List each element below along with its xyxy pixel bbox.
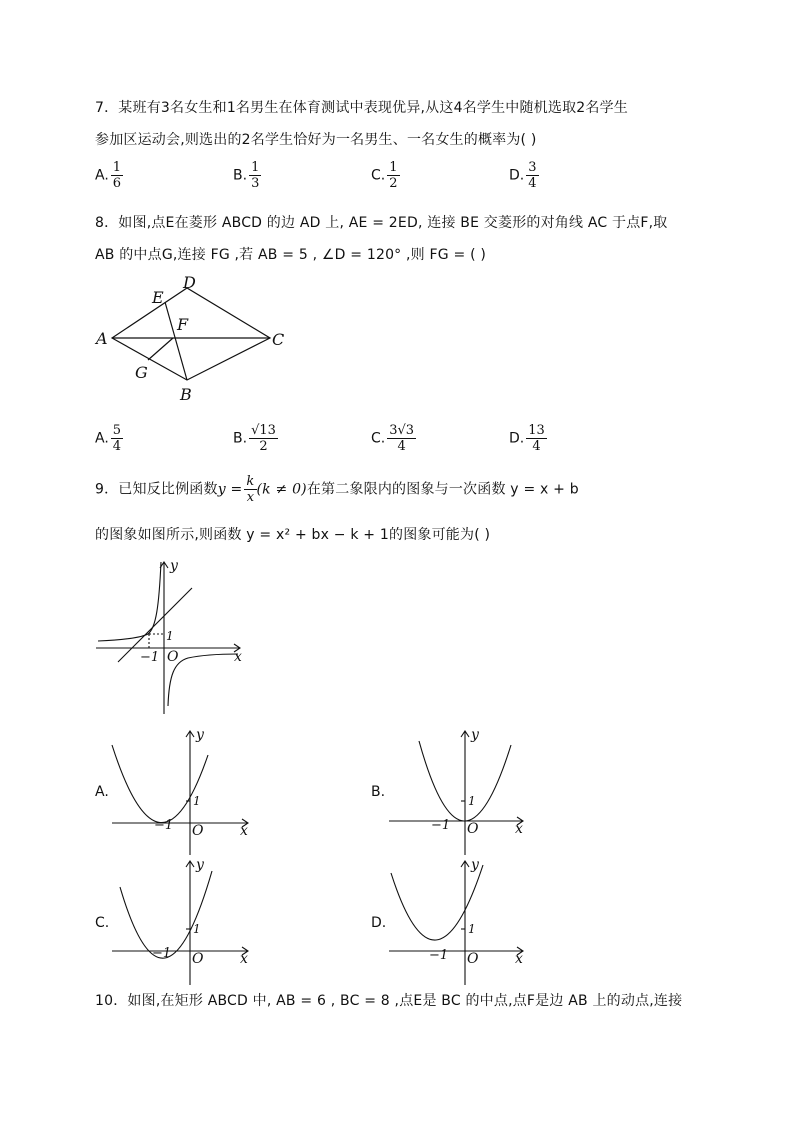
label-minus-one: −1 (431, 818, 451, 833)
q9-option-d-graph (385, 857, 535, 987)
option-letter: C. (371, 167, 386, 184)
label-minus-one: −1 (152, 946, 172, 961)
label-d: D (183, 273, 196, 292)
parabola (112, 745, 208, 823)
q9-prefix: 9．已知反比例函数 (95, 481, 218, 498)
label-minus-one: −1 (429, 948, 449, 963)
fraction: $\frac{1}{2}$ (389, 160, 398, 191)
label-c: C (272, 330, 285, 349)
q9-option-a-graph (108, 727, 258, 857)
q9-fraction: $\frac{k}{x}$ (246, 474, 255, 505)
q7-line1: 7．某班有3名女生和1名男生在体育测试中表现优异,从这4名学生中随机选取2名学生 (95, 100, 628, 116)
option-letter: B. (233, 167, 248, 184)
q9-option-d-label: D. (371, 915, 387, 931)
q7-option-a (95, 160, 123, 191)
label-x: x (234, 649, 242, 665)
label-b: B (180, 385, 192, 404)
label-one: 1 (468, 922, 476, 936)
label-x: x (240, 823, 248, 839)
label-origin: O (192, 951, 204, 967)
q8-line1: 8．如图,点E在菱形 ABCD 的边 AD 上, AE = 2ED, 连接 BE 交菱形的对角线 AC 于点F,取 (95, 215, 668, 231)
label-x: x (515, 951, 523, 967)
label-origin: O (467, 821, 479, 837)
q9-option-b-graph (385, 727, 535, 857)
q9-line2: 的图象如图所示,则函数 y = x² + bx − k + 1的图象可能为( ) (95, 527, 491, 543)
option-letter: A. (95, 167, 109, 184)
option-letter: A. (95, 430, 109, 447)
fraction: $\frac{13}{4}$ (528, 423, 545, 454)
hyperbola-branch-2nd-quadrant (98, 562, 161, 641)
fraction: $\frac{5}{4}$ (112, 423, 122, 454)
label-y: y (196, 727, 204, 743)
fraction: $\frac{1}{3}$ (251, 160, 260, 191)
fraction: $\frac{√13}{2}$ (251, 423, 276, 454)
label-origin: O (167, 649, 179, 665)
q9-line1 (95, 474, 579, 505)
label-a: A (96, 329, 108, 348)
option-letter: C. (371, 430, 386, 447)
label-x: x (515, 821, 523, 837)
option-letter: D. (509, 167, 525, 184)
segment-be (165, 302, 187, 380)
fraction: $\frac{3√3}{4}$ (389, 423, 415, 454)
q7-option-c (371, 160, 400, 191)
q9-option-c-graph (108, 857, 258, 987)
label-minus-one: −1 (140, 650, 160, 665)
q8-option-c (371, 423, 416, 454)
label-g: G (135, 363, 148, 382)
q9-reference-graph (92, 556, 262, 721)
label-y: y (170, 558, 178, 574)
label-one: 1 (468, 794, 476, 808)
label-one: 1 (193, 922, 201, 936)
segment-fg (148, 338, 173, 360)
q7-option-d (509, 160, 539, 191)
q9-option-a-label: A. (95, 784, 109, 800)
q9-option-b-label: B. (371, 784, 386, 800)
q9-cond: (k ≠ 0) (256, 481, 307, 498)
q8-option-b (233, 423, 278, 454)
label-y: y (471, 727, 479, 743)
rhombus-figure (90, 272, 290, 402)
label-y: y (196, 857, 204, 873)
q8-option-a (95, 423, 123, 454)
label-origin: O (192, 823, 204, 839)
label-origin: O (467, 951, 479, 967)
label-x: x (240, 951, 248, 967)
label-one: 1 (193, 794, 201, 808)
label-y: y (471, 857, 479, 873)
fraction: $\frac{3}{4}$ (528, 160, 537, 191)
q7-option-b (233, 160, 261, 191)
option-letter: B. (233, 430, 248, 447)
label-f: F (177, 315, 189, 334)
option-letter: D. (509, 430, 525, 447)
q9-suffix: 在第二象限内的图象与一次函数 y = x + b (306, 481, 579, 498)
fraction: $\frac{1}{6}$ (112, 160, 122, 191)
label-minus-one: −1 (154, 818, 174, 833)
label-e: E (152, 288, 164, 307)
q9-func: y = (217, 481, 243, 498)
q8-option-d (509, 423, 547, 454)
q7-line2: 参加区运动会,则选出的2名学生恰好为一名男生、一名女生的概率为( ) (95, 132, 537, 148)
label-one: 1 (166, 629, 174, 643)
q9-option-c-label: C. (95, 915, 110, 931)
hyperbola-branch-4th-quadrant (168, 654, 238, 706)
q10-line1: 10．如图,在矩形 ABCD 中, AB = 6 , BC = 8 ,点E是 BC 的中点,点F是边 AB 上的动点,连接 (95, 993, 683, 1009)
q8-line2: AB 的中点G,连接 FG ,若 AB = 5 , ∠D = 120° ,则 FG = ( ) (95, 247, 487, 263)
